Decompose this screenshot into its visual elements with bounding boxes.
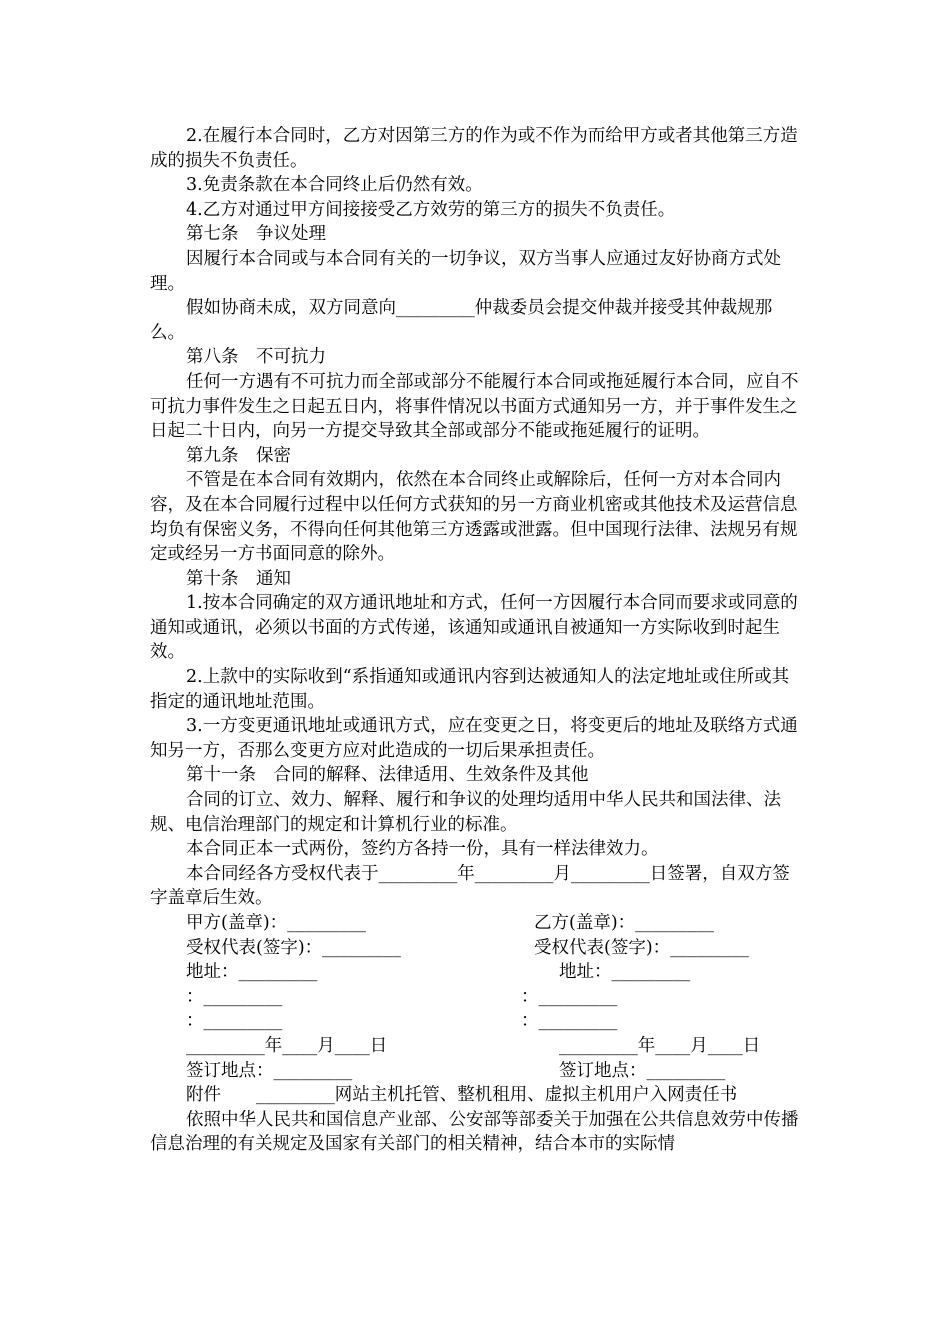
clause-6-item-3: 3.免责条款在本合同终止后仍然有效。: [186, 175, 483, 196]
party-b-seal: 乙方(盖章)：_________: [534, 913, 714, 933]
clause-11-para-2: 本合同正本一式两份，签约方各持一份，具有一样法律效力。: [186, 839, 659, 860]
clause-9-para: 不管是在本合同有效期内，依然在本合同终止或解除后，任何一方对本合同内容，及在本合同履行过程中以任何方式获知的另一方商业机密或其他技术及运营信息均负有保密义务，不得向任何其他第三方透露或泄露。但中国现行法律、法规另有规定或经另一方书面同意的除外。: [150, 470, 798, 565]
attachment-intro: 依照中华人民共和国信息产业部、公安部等部委关于加强在公共信息效劳中传播信息治理的有关规定及国家有关部门的相关精神，结合本市的实际情: [150, 1109, 799, 1155]
party-b-place: 签订地点：_________: [559, 1060, 726, 1081]
attachment-title: 附件 _________网站主机托管、整机租用、虚拟主机用户入网责任书: [186, 1085, 738, 1106]
signature-row-place: [150, 1059, 806, 1084]
clause-10-item-2: 2.上款中的实际收到“系指通知或通讯内容到达被通知人的法定地址或住所或其指定的通讯地址范围。: [150, 667, 790, 712]
clause-8-para: 任何一方遇有不可抗力而全部或部分不能履行本合同或拖延履行本合同，应自不可抗力事件发生之日起五日内，将事件情况以书面方式通知另一方，并于事件发生之日起二十日内，向另一方提交导致其全部或部分不能或拖延履行的证明。: [150, 371, 799, 442]
clause-6-item-4: 4.乙方对通过甲方间接接受乙方效劳的第三方的损失不负责任。: [186, 199, 676, 220]
party-b-blank-2: ：_________: [521, 1011, 618, 1032]
party-a-seal: 甲方(盖章)：_________: [186, 913, 366, 933]
clause-11-heading: 第十一条 合同的解释、法律适用、生效条件及其他: [186, 765, 589, 786]
clause-7-heading: 第七条 争议处理: [186, 224, 326, 245]
clause-11-para-1: 合同的订立、效力、解释、履行和争议的处理均适用中华人民共和国法律、法规、电信治理部门的规定和计算机行业的标准。: [150, 790, 781, 835]
party-a-address: 地址：_________: [186, 962, 318, 983]
clause-7-para-1: 因履行本合同或与本合同有关的一切争议，双方当事人应通过友好协商方式处理。: [150, 248, 781, 294]
signature-row-date: [150, 1034, 806, 1059]
party-b-date: _________年____月____日: [559, 1035, 761, 1056]
signature-row-blank-2: [150, 1009, 806, 1034]
party-a-place: 签订地点：_________: [186, 1060, 353, 1081]
clause-7-para-2: 假如协商未成，双方同意向_________仲裁委员会提交仲裁并接受其仲裁规那么。: [150, 298, 773, 343]
party-b-rep: 受权代表(签字)：_________: [534, 937, 749, 958]
clause-10-heading: 第十条 通知: [186, 568, 291, 589]
document-page: [150, 124, 806, 1157]
party-b-address: 地址：_________: [559, 962, 691, 983]
clause-8-heading: 第八条 不可抗力: [186, 347, 326, 368]
signature-row-address: [150, 960, 806, 985]
clause-9-heading: 第九条 保密: [186, 445, 291, 466]
signature-row-blank-1: [150, 985, 806, 1010]
party-a-blank-2: ：_________: [186, 1011, 283, 1032]
party-b-blank-1: ：_________: [521, 986, 618, 1007]
clause-10-item-3: 3.一方变更通讯地址或通讯方式，应在变更之日，将变更后的地址及联络方式通知另一方，否那么变更方应对此造成的一切后果承担责任。: [150, 716, 798, 761]
signature-row-party: [150, 911, 806, 936]
party-a-rep: 受权代表(签字)：_________: [186, 937, 401, 958]
signature-row-rep: [150, 936, 806, 961]
party-a-date: _________年____月____日: [186, 1035, 388, 1056]
clause-11-para-3: 本合同经各方受权代表于_________年_________月_________日签署，自双方签字盖章后生效。: [150, 863, 790, 909]
party-a-blank-1: ：_________: [186, 986, 283, 1007]
clause-6-item-2: 2.在履行本合同时，乙方对因第三方的作为或不作为而给甲方或者其他第三方造成的损失不负责任。: [150, 126, 798, 171]
clause-10-item-1: 1.按本合同确定的双方通讯地址和方式，任何一方因履行本合同而要求或同意的通知或通讯，必须以书面的方式传递，该通知或通讯自被通知一方实际收到时起生效。: [150, 593, 798, 663]
